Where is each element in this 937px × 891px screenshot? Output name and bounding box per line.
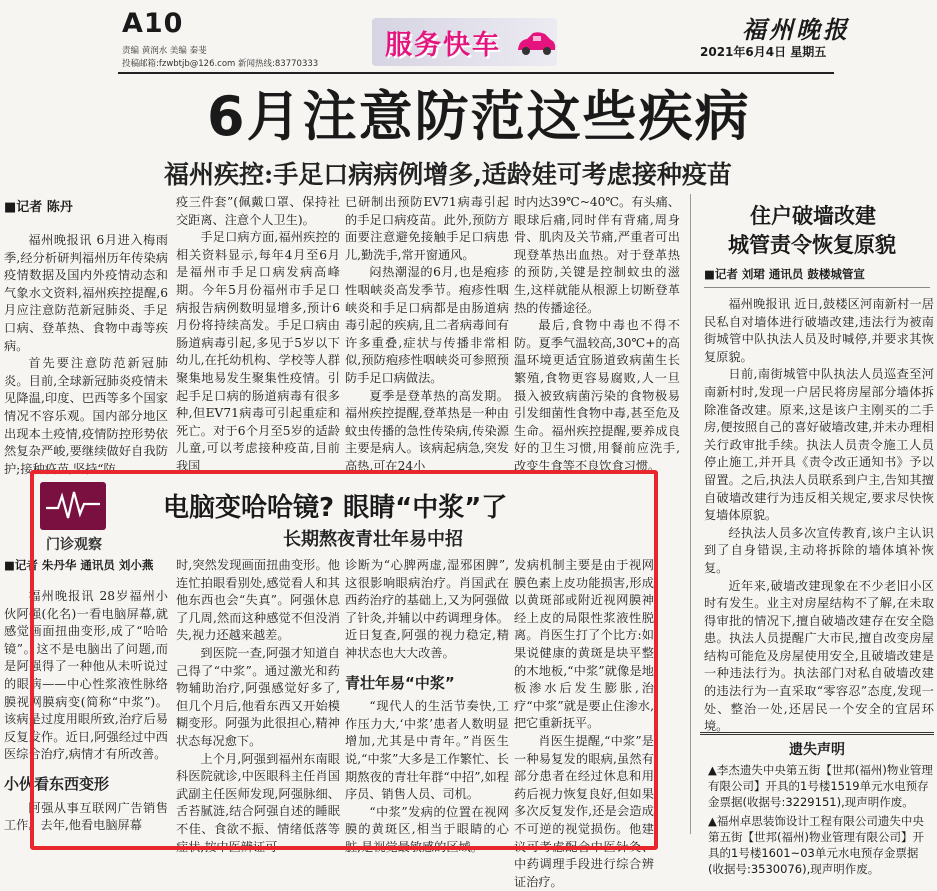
- masthead-rule: [118, 72, 834, 74]
- paragraph: 发病机制主要是由于视网膜色素上皮功能损害,形成以黄斑部或附近视网膜神经上皮的局限性浆液性脱离。肖医生打了个比方:如果说健康的黄斑是块平整的木地板,“中浆”就像是地板渗水后发生膨胀,治疗“中浆”就是要止住渗水,把它重新抚平。: [514, 558, 654, 731]
- paragraph: 最后,食物中毒也不得不防。夏季气温较高,30℃+的高温环境更适宜肠道致病菌生长繁殖,食物更容易腐败,人一旦摄入被致病菌污染的食物极易引发细菌性食物中毒,甚至危及生命。福州疾控提醒,要养成良好的卫生习惯,用餐前应洗手,改变生食等不良饮食习惯。: [514, 318, 680, 473]
- notice-item: ▲福州卓思装饰设计工程有限公司遗失中央第五街【世邦(福州)物业管理有限公司】开具的1号楼1601~03单元水电预存金票据(收据号:3530076),现声明作废。: [708, 814, 924, 876]
- lead-col-3: [345, 194, 509, 472]
- right-headline-2: 城管责令恢复原貌: [728, 233, 896, 257]
- paragraph: 时,突然发现画面扭曲变形。他连忙拍眼看别处,感觉看人和其他东西也会“失真”。阿强休息了几周,然而这种感觉不但没消失,视力还越来越差。: [176, 558, 340, 643]
- column-divider: [690, 194, 691, 834]
- paper-logo: 福州晚报: [742, 15, 850, 44]
- clinic-byline: ■记者 朱丹华 通讯员 刘小燕: [4, 558, 154, 572]
- clinic-subheading: 青壮年易“中浆”: [345, 673, 455, 692]
- paragraph: 已研制出预防EV71病毒引起的手足口病疫苗。此外,预防方面要注意避免接触手足口病患儿,勤洗手,常开窗通风。: [345, 195, 509, 262]
- paragraph: 阿强从事互联网广告销售工作。去年,他看电脑屏幕: [4, 800, 168, 833]
- paragraph: 近年来,破墙改建现象在不少老旧小区时有发生。业主对房屋结构不了解,在未取得审批的情况下,擅自破墙改建存在安全隐患。执法人员提醒广大市民,擅自改变房屋结构可能危及房屋使用安全,且破墙改建是一种违法行为。执法部门对私自破墙改建的违法行为一直采取“零容忍”态度,发现一处、整治一处,还居民一个安全的宜居环境。: [704, 578, 934, 734]
- clinic-subhead: 长期熬夜青壮年易中招: [283, 529, 463, 550]
- clinic-subheading: 小伙看东西变形: [4, 774, 110, 793]
- paragraph: 肖医生提醒,“中浆”是一种易复发的眼病,虽然有部分患者在经过休息和用药后视力恢复良好,但如果多次反复发作,还是会造成不可逆的视觉损伤。他建议可考虑配合中医针灸、中药调理手段进行综合辨证治疗。: [514, 733, 654, 889]
- editors-line: 责编 黄润水 美编 秦斐: [122, 46, 207, 56]
- paragraph: 上个月,阿强到福州东南眼科医院就诊,中医眼科主任肖国武副主任医师发现,阿强脉细、舌苔腻涟,结合阿强自述的睡眠不佳、食欲不振、情绪低落等症状,按中医辨证可: [176, 751, 340, 854]
- lead-col-1: [4, 232, 168, 476]
- lost-notice: [700, 732, 934, 876]
- clinic-headline: 电脑变哈哈镜? 眼睛“中浆”了: [163, 493, 508, 523]
- issue-date: 2021年6月4日 星期五: [700, 45, 827, 59]
- right-byline: ■记者 刘珺 通讯员 鼓楼城管宣: [704, 267, 865, 281]
- paragraph: 经执法人员多次宣传教育,该户主认识到了自身错误,主动将拆除的墙体填补恢复。: [704, 525, 934, 575]
- section-title: 服务快车: [385, 30, 501, 61]
- right-story-body: [704, 296, 934, 732]
- contact-line: 投稿邮箱:fzwbtjb@126.com 新闻热线:83770333: [122, 59, 319, 69]
- lead-byline: ■记者 陈丹: [4, 200, 73, 215]
- lead-col-2: [176, 194, 340, 472]
- lead-headline: 6月注意防范这些疾病: [207, 85, 751, 148]
- page-number: A10: [122, 8, 184, 39]
- lead-col-4: [514, 194, 680, 472]
- paragraph: “中浆”发病的位置在视网膜的黄斑区,相当于眼睛的心脏,是视觉最敏感的区域。: [345, 804, 509, 854]
- paragraph: 时内达39℃~40℃。有头痛、眼球后痛,同时伴有背痛,周身骨、肌肉及关节痛,严重者可出现登革热出血热。对于登革热的预防,关键是控制蚊虫的滋生,这样就能从根源上切断登革热的传播途径。: [514, 195, 680, 315]
- paragraph: 疫三件套”(佩戴口罩、保持社交距离、注意个人卫生)。: [176, 195, 340, 227]
- right-headline-1: 住户破墙改建: [750, 204, 876, 228]
- paragraph: 诊断为“心脾两虚,湿邪困脾”,这很影响眼病治疗。肖国武在西药治疗的基础上,又为阿强做了针灸,并辅以中药调理身体。近日复查,阿强的视力稳定,精神状态也大大改善。: [345, 558, 509, 660]
- paragraph: 福州晚报讯 6月进入梅雨季,经分析研判福州历年传染病疫情数据及国内外疫情动态和气象水文资料,福州疾控提醒,6月应注意防范新冠肺炎、手足口病、登革热、食物中毒等疾病。: [4, 233, 168, 353]
- highlight-box: [30, 470, 658, 850]
- byline-rule: [704, 287, 930, 288]
- paragraph: 夏季是登革热的高发期。福州疾控提醒,登革热是一种由蚊虫传播的急性传染病,传染源主要是病人。该病起病急,突发高热,可在24小: [345, 388, 509, 473]
- notice-title: 遗失声明: [789, 742, 845, 758]
- paragraph: 闷热潮湿的6月,也是疱疹性咽峡炎高发季节。疱疹性咽峡炎和手足口病都是由肠道病毒引起的疾病,且二者病毒间有许多重叠,症状与传播非常相似,预防疱疹性咽峡炎可参照预防手足口病做法。: [345, 265, 509, 385]
- notice-item: ▲李杰遗失中央第五街【世邦(福州)物业管理有限公司】开具的1号楼1519单元水电预存金票据(收据号:3229151),现声明作废。: [708, 763, 933, 809]
- paragraph: 福州晚报讯 近日,鼓楼区河南新村一居民私自对墙体进行破墙改建,违法行为被南街城管中队执法人员及时喊停,并要求其恢复原貌。: [704, 297, 934, 364]
- lead-subhead: 福州疾控:手足口病病例增多,适龄娃可考虑接种疫苗: [164, 160, 732, 189]
- clinic-badge: 门诊观察: [46, 537, 102, 553]
- car-icon: [515, 30, 557, 58]
- paragraph: 到医院一查,阿强才知道自己得了“中浆”。通过激光和药物辅助治疗,阿强感觉好多了,但几个月后,他看东西又开始模糊变形。阿强为此很担心,精神状态每况愈下。: [176, 645, 340, 748]
- paragraph: 福州晚报讯 28岁福州小伙阿强(化名)一看电脑屏幕,就感觉画面扭曲变形,成了“哈哈镜”。这不是电脑出了问题,而是阿强得了一种他从未听说过的眼病——中心性浆液性脉络膜视网膜病变(简称“中浆”)。该病是过度用眼所致,治疗后易反复发作。近日,阿强经过中西医综合治疗,病情才有所改善。: [4, 589, 168, 762]
- paragraph: 日前,南街城管中队执法人员巡查至河南新村时,发现一户居民将房屋部分墙体拆除准备改建。原来,这是该户主刚买的二手房,便按照自己的喜好破墙改建,并未办理相关行政审批手续。执法人员责令施工人员停止施工,并开具《责令改正通知书》予以留置。之后,执法人员联系到户主,告知其擅自破墙改建行为违反相关规定,要求尽快恢复墙体原貌。: [704, 367, 934, 523]
- paragraph: “现代人的生活节奏快,工作压力大,‘中浆’患者人数明显增加,尤其是中青年。”肖医生说,“中浆”大多是工作繁忙、长期熬夜的青壮年群“中招”,如程序员、销售人员、司机。: [345, 699, 509, 802]
- paragraph: 手足口病方面,福州疾控的相关资料显示,每年4月至6月是福州市手足口病发病高峰期。今年5月份福州市手足口病报告病例数明显增多,预计6月份将持续高发。手足口病由肠道病毒引起,多见于5岁以下幼儿,在托幼机构、学校等人群聚集地易发生聚集性疫情。引起手足口病的肠道病毒有很多种,但EV71病毒可引起重症和死亡。对于6个月至5岁的适龄儿童,可以考虑接种疫苗,目前我国: [176, 230, 340, 473]
- paragraph: 首先要注意防范新冠肺炎。目前,全球新冠肺炎疫情未见降温,印度、巴西等多个国家情况不容乐观。国内部分地区出现本土疫情,疫情防控形势依然复杂严峻,要继续做好自我防护;接种疫苗,坚持“防: [4, 356, 168, 476]
